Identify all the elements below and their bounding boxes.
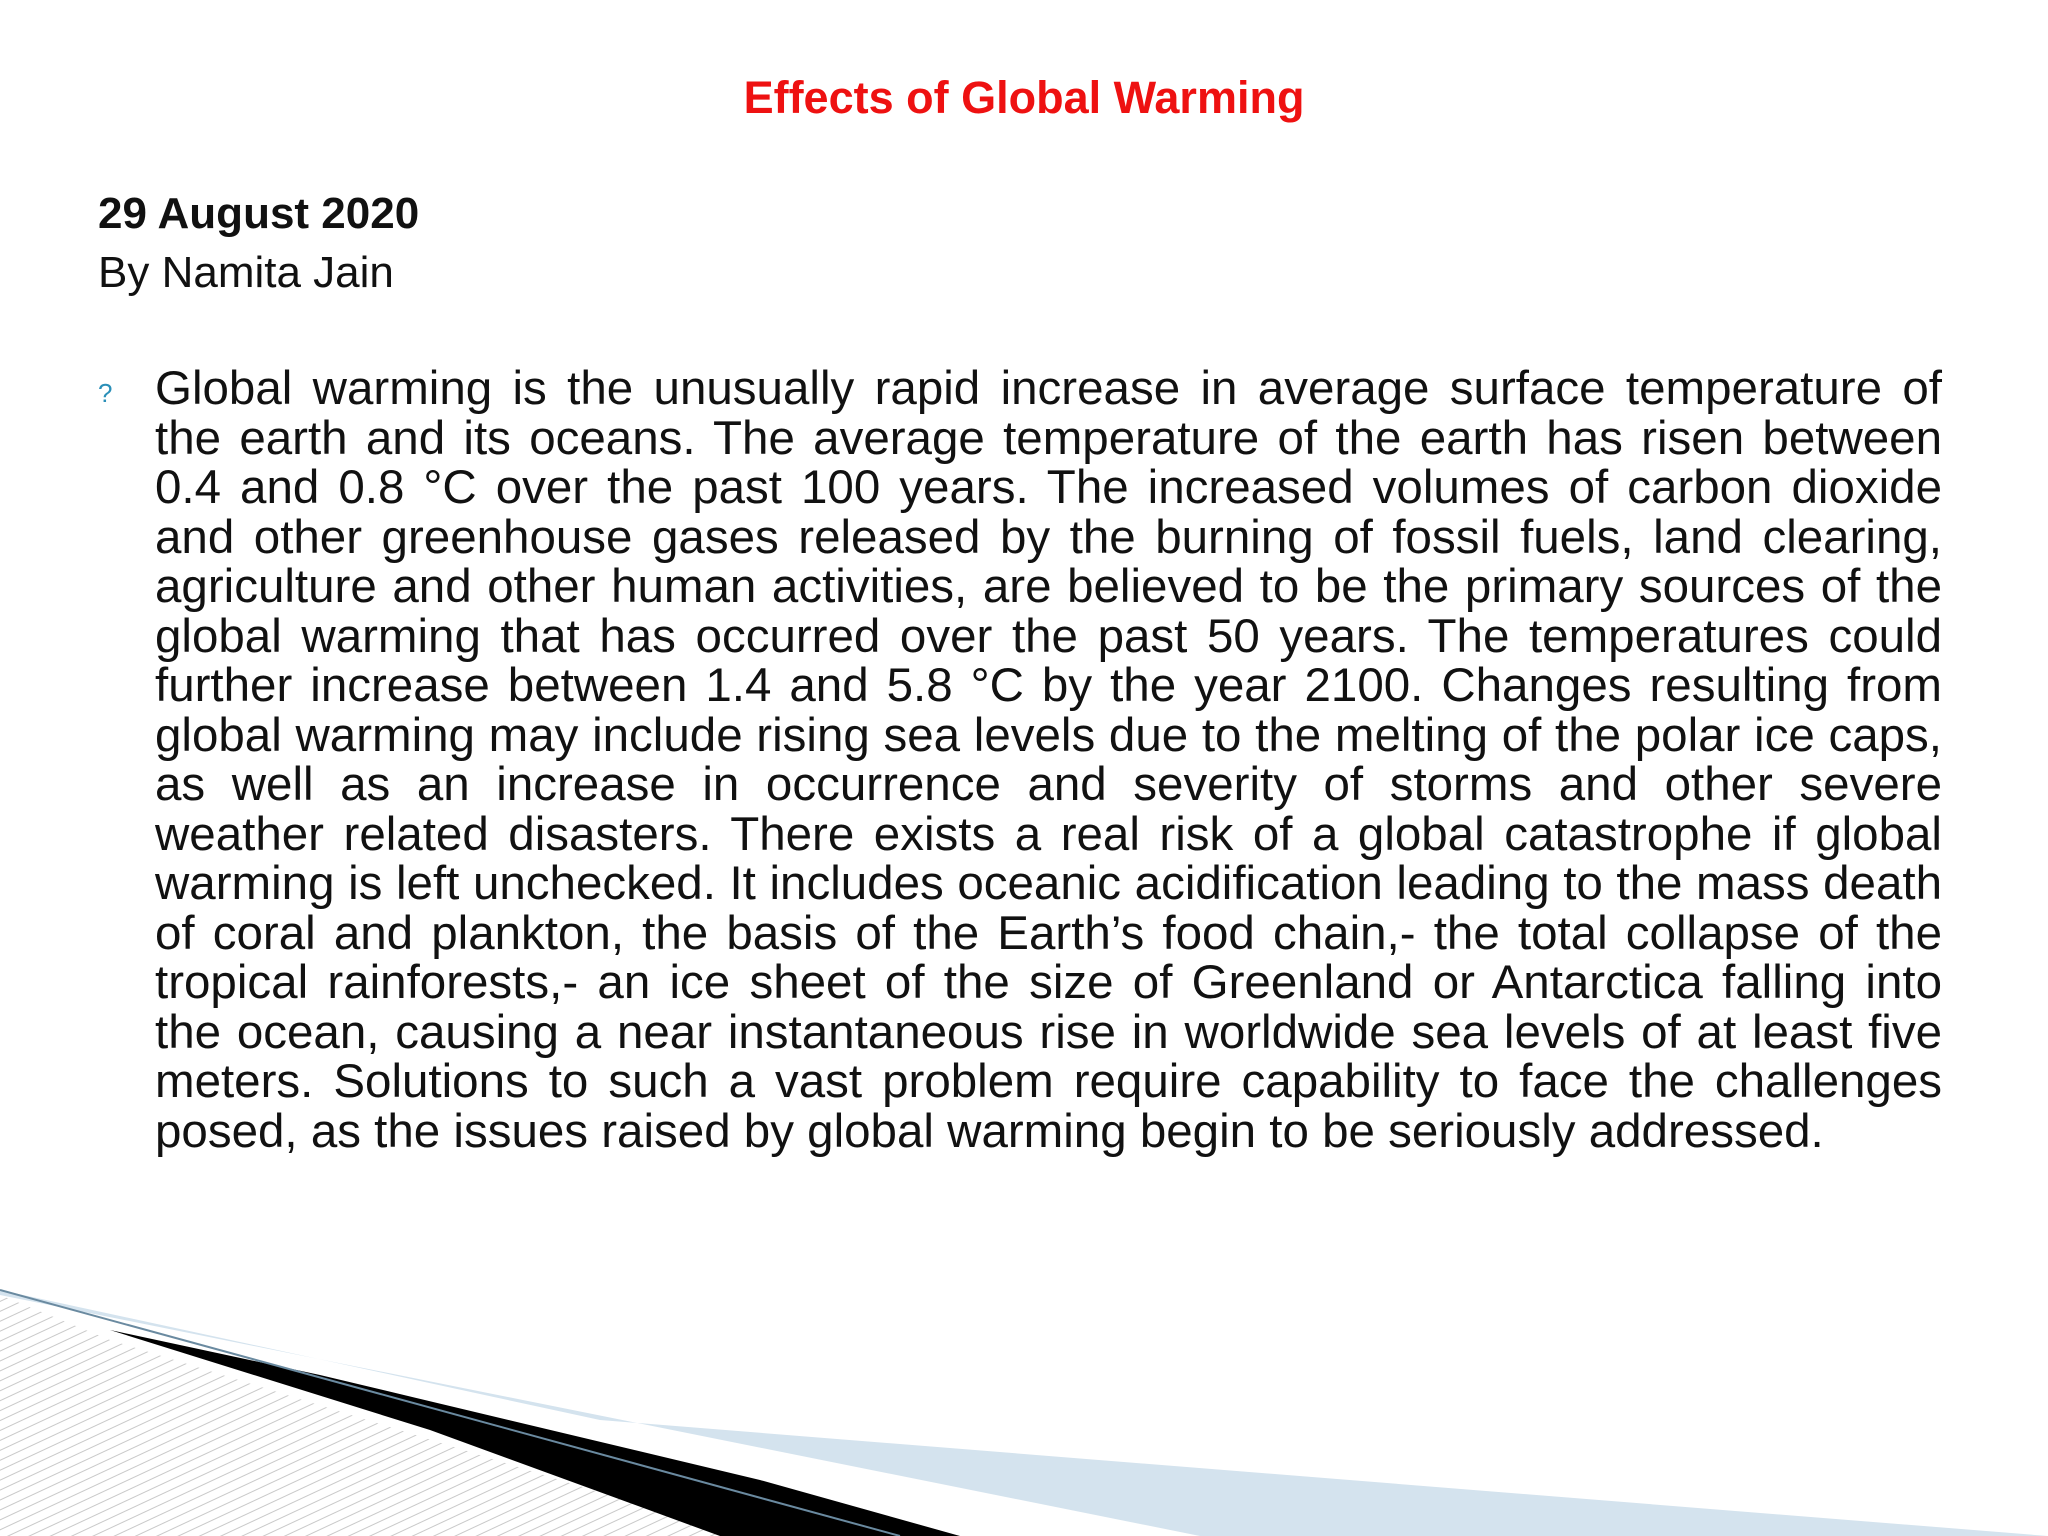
slide-title: Effects of Global Warming (743, 72, 1305, 123)
publication-date: 29 August 2020 (98, 189, 420, 238)
body-paragraph: Global warming is the unusually rapid increase in average surface temperature of the earth and its oceans. The average temperature of the earth has risen between 0.4 and 0.8 °C over the past 100 years. The increased volumes of carbon dioxide and other greenhouse gases released by the burning of fossil fuels, land clearing, agriculture and other human activities, are believed to be the primary sources of the global warming that has occurred over the past 50 years. The temperatures could further increase between 1.4 and 5.8 °C by the year 2100. Changes resulting from global warming may include rising sea levels due to the melting of the polar ice caps, as well as an increase in occurrence and severity of storms and other severe weather related disasters. There exists a real risk of a global catastrophe if global warming is left unchecked. It includes oceanic acidification leading to the mass death of coral and plankton, the basis of the Earth’s food chain,- the total collapse of the tropical rainforests,- an ice sheet of the size of Greenland or Antarctica falling into the ocean, causing a near instantaneous rise in worldwide sea levels of at least five meters. Solutions to such a vast problem require capability to face the challenges posed, as the issues raised by global warming begin to be seriously addressed. (155, 362, 1942, 1158)
author-byline: By Namita Jain (98, 248, 394, 297)
bullet-icon: ? (98, 378, 113, 408)
decorative-swoosh (0, 1280, 2048, 1536)
